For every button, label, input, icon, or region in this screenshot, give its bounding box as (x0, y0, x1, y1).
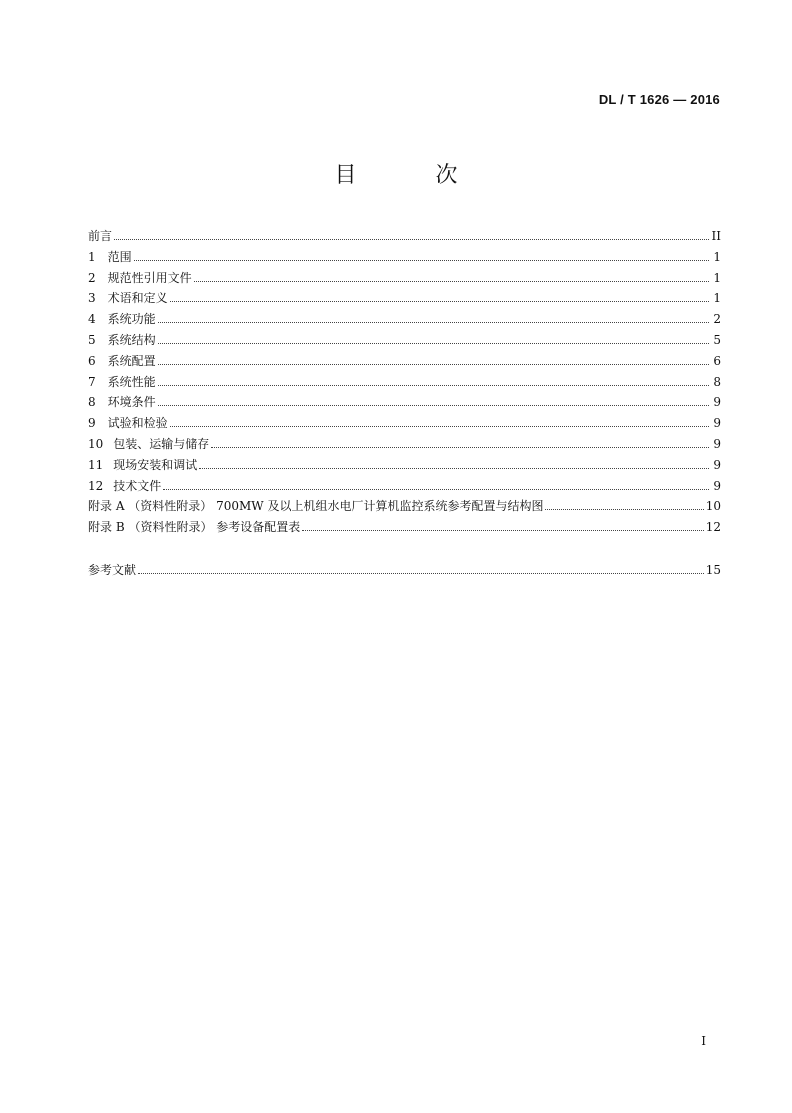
dot-leader (138, 573, 704, 574)
toc-entry-page: 9 (713, 416, 721, 431)
dot-leader (199, 468, 709, 469)
toc-entry-11[interactable] (88, 456, 721, 477)
toc-entry-page: 6 (713, 353, 721, 368)
toc-entry-page: 9 (713, 436, 721, 451)
dot-leader (134, 260, 709, 261)
toc-entry-label: 术语和定义 (107, 291, 168, 306)
toc-entry-label: 系统功能 (107, 312, 156, 327)
dot-leader (170, 301, 709, 302)
document-header-code: DL / T 1626 — 2016 (598, 92, 720, 107)
toc-entry-label: 参考文献 (88, 562, 137, 577)
table-of-contents (88, 227, 721, 582)
toc-entry-label: 试验和检验 (107, 416, 168, 431)
toc-entry-3[interactable] (88, 289, 721, 310)
toc-entry-8[interactable] (88, 393, 721, 414)
dot-leader (158, 322, 709, 323)
toc-entry-number: 11 (88, 457, 104, 472)
toc-entry-label: 包装、运输与储存 (113, 436, 210, 451)
toc-entry-label: 现场安装和调试 (113, 457, 198, 472)
toc-entry-page: 8 (713, 374, 721, 389)
dot-leader (170, 426, 709, 427)
toc-entry-number: 2 (88, 270, 96, 285)
toc-entry-page: 2 (713, 312, 721, 327)
toc-entry-number: 12 (88, 478, 104, 493)
toc-entry-label: 规范性引用文件 (107, 270, 192, 285)
dot-leader (194, 281, 709, 282)
toc-entry-page: 5 (713, 332, 721, 347)
toc-entry-label: 技术文件 (113, 478, 162, 493)
toc-entry-number: 7 (88, 374, 96, 389)
toc-entry-2[interactable] (88, 269, 721, 290)
toc-entry-6[interactable] (88, 352, 721, 373)
toc-entry-7[interactable] (88, 373, 721, 394)
toc-entry-page: 9 (713, 395, 721, 410)
toc-entry-page: 12 (705, 520, 721, 535)
page-number: I (701, 1034, 706, 1048)
toc-entry-page: 9 (713, 457, 721, 472)
toc-entry-number: 8 (88, 395, 96, 410)
toc-entry-preface[interactable] (88, 227, 721, 248)
toc-entry-1[interactable] (88, 248, 721, 269)
toc-entry-references[interactable] (88, 561, 721, 582)
dot-leader (211, 447, 709, 448)
toc-entry-10[interactable] (88, 435, 721, 456)
dot-leader (302, 530, 703, 531)
toc-entry-9[interactable] (88, 414, 721, 435)
toc-entry-page: II (711, 229, 721, 243)
toc-entry-appendix-a[interactable] (88, 497, 721, 518)
toc-entry-page: 15 (705, 562, 721, 577)
toc-entry-label: 附录 A （资料性附录） 700MW 及以上机组水电厂计算机监控系统参考配置与结构图 (88, 499, 544, 514)
dot-leader (158, 364, 709, 365)
toc-entry-number: 4 (88, 312, 96, 327)
toc-entry-5[interactable] (88, 331, 721, 352)
toc-entry-number: 1 (88, 249, 96, 264)
toc-entry-page: 1 (713, 249, 721, 264)
dot-leader (158, 405, 709, 406)
dot-leader (545, 509, 703, 510)
dot-leader (163, 489, 709, 490)
toc-entry-number: 3 (88, 291, 96, 306)
toc-entry-label: 附录 B （资料性附录） 参考设备配置表 (88, 520, 301, 535)
toc-heading: 目 次 (334, 163, 494, 188)
dot-leader (158, 343, 709, 344)
toc-entry-number: 6 (88, 353, 96, 368)
dot-leader (114, 239, 709, 240)
toc-entry-page: 1 (713, 270, 721, 285)
toc-entry-number: 5 (88, 332, 96, 347)
dot-leader (158, 385, 709, 386)
toc-entry-number: 9 (88, 416, 96, 431)
toc-entry-page: 1 (713, 291, 721, 306)
toc-entry-page: 10 (705, 499, 721, 514)
toc-entry-page: 9 (713, 478, 721, 493)
toc-entry-label: 系统性能 (107, 374, 156, 389)
toc-entry-label: 系统结构 (107, 332, 156, 347)
toc-entry-label: 前言 (88, 229, 113, 243)
toc-entry-12[interactable] (88, 477, 721, 498)
toc-entry-label: 范围 (107, 249, 132, 264)
toc-entry-appendix-b[interactable] (88, 518, 721, 539)
toc-entry-4[interactable] (88, 310, 721, 331)
toc-entry-number: 10 (88, 436, 104, 451)
toc-entry-label: 环境条件 (107, 395, 156, 410)
toc-entry-label: 系统配置 (107, 353, 156, 368)
